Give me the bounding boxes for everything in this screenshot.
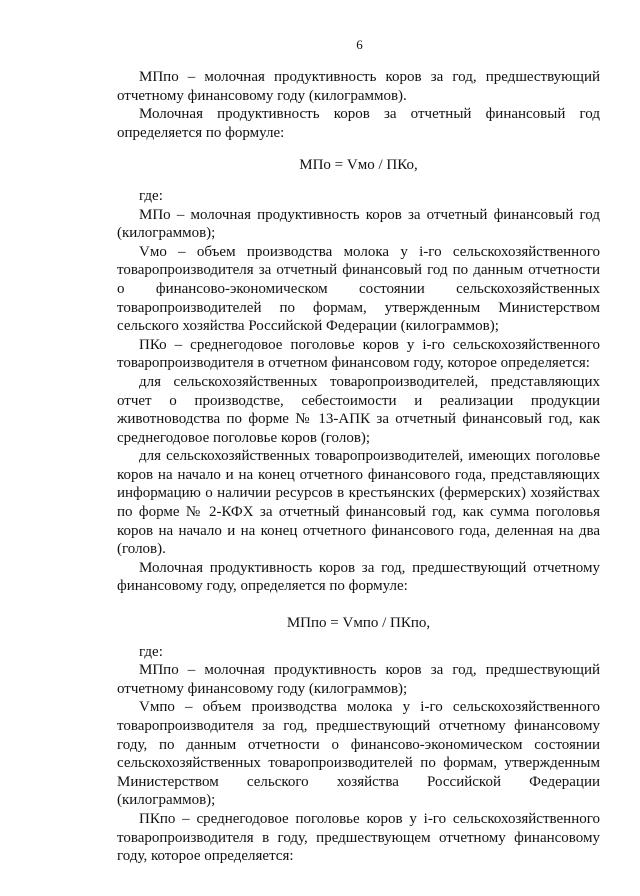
paragraph: Vмпо – объем производства молока у i-го сельскохозяйственного товаропроизводителя за год, предшествующий отчетному финансовому году, по данным отчетности о финансово-экономическом состоянии сельскохозяйственных товаропроизводителей по формам, утвержденным Министерством сельского хозяйства Российской Федерации (килограммов); [117,699,600,809]
paragraph: Молочная продуктивность коров за год, предшествующий отчетному финансовому году, определяется по формуле: [117,559,600,595]
formula: МПо = Vмо / ПКо, [299,157,418,174]
paragraph: ПКо – среднегодовое поголовье коров у i-го сельскохозяйственного товаропроизводителя в отчетном финансовом году, которое определяется: [117,336,600,372]
formula: МПпо = Vмпо / ПКпо, [286,615,431,632]
where-label: где: [139,643,163,660]
document-body [117,68,600,866]
paragraph: МПпо – молочная продуктивность коров за год, предшествующий отчетному финансовому году (килограммов); [117,662,600,697]
paragraph: Молочная продуктивность коров за отчетный финансовый год определяется по формуле: [117,106,600,141]
paragraph: ПКпо – среднегодовое поголовье коров у i-го сельскохозяйственного товаропроизводителя в году, предшествующем отчетному финансовому году, которое определяется: [117,810,600,865]
paragraph: Vмо – объем производства молока у i-го сельскохозяйственного товаропроизводителя за отчетный финансовый год по данным отчетности о финансово-экономическом состоянии сельскохозяйственных товаропроизводителей по формам, утвержденным Министерством сельского хозяйства Российской Федерации (килограммов); [117,243,600,335]
page-number: 6 [356,37,363,52]
list-item: для сельскохозяйственных товаропроизводителей, представляющих отчет о производстве, себестоимости и реализации продукции животноводства по форме № 13-АПК за отчетный финансовый год, как среднегодовое поголовье коров (голов); [117,373,600,446]
paragraph: МПо – молочная продуктивность коров за отчетный финансовый год (килограммов); [117,206,600,242]
list-item: для сельскохозяйственных товаропроизводителей, имеющих поголовье коров на начало и на конец отчетного финансового года, представляющих информацию о наличии ресурсов в крестьянских (фермерских) хозяйствах по форме № 2-КФХ за отчетный финансовый год, как сумма поголовья коров на начало и на конец отчетного финансового года, деленная на два (голов). [117,448,600,558]
where-label: где: [139,187,163,204]
paragraph: МПпо – молочная продуктивность коров за год, предшествующий отчетному финансовому году (килограммов). [117,69,600,104]
